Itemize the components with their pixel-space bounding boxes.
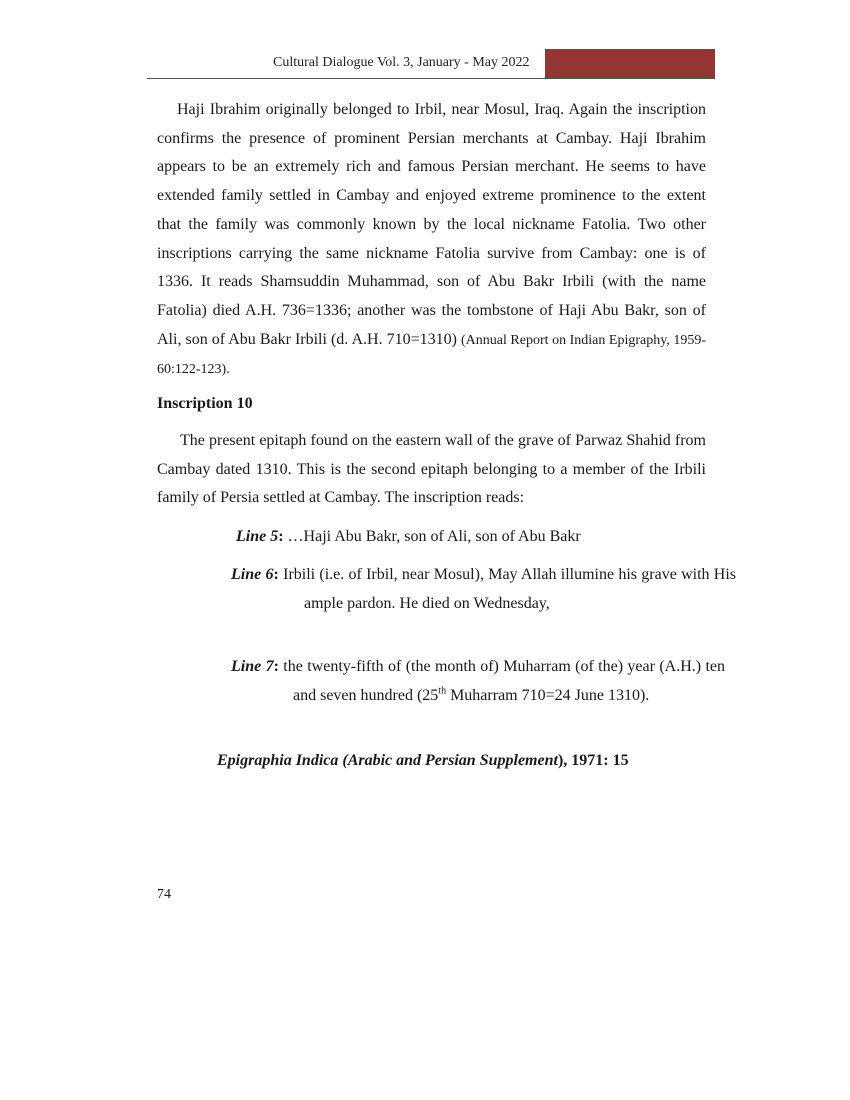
paragraph-haji-ibrahim (157, 96, 706, 385)
page-number: 74 (157, 887, 171, 902)
paragraph-citation: (Annual Report on Indian Epigraphy, 1959-60:122-123). (157, 332, 707, 378)
line-text: Irbili (i.e. of Irbil, near Mosul), May Allah illumine his grave with His ample pardon. He died on Wednesday, (283, 566, 737, 612)
inscription-line-6: Line 6: Irbili (i.e. of Irbil, near Mosul), May Allah illumine his grave with His ample pardon. He died on Wednesday, (231, 566, 737, 612)
section-heading: Inscription 10 (157, 395, 253, 412)
header-accent-bar (545, 49, 715, 79)
inscription-line-7: Line 7: the twenty-fifth of (the month of) Muharram (of the) year (A.H.) ten and seven hundred (25th Muharram 710=24 June 1310). (231, 658, 726, 704)
paragraph-text: Haji Ibrahim originally belonged to Irbil, near Mosul, Iraq. Again the inscription confirms the presence of prominent Persian merchants at Cambay. Haji Ibrahim appears to be an extremely rich and famous Persian merchant. He seems to have extended family settled in Cambay and enjoyed extreme prominence to the extent that the family was commonly known by the local nickname Fatolia. Two other inscriptions carrying the same nickname Fatolia survive from Cambay: one is of 1336. It reads Shamsuddin Muhammad, son of Abu Bakr Irbili (with the name Fatolia) died A.H. 736=1336; another was the tombstone of Haji Abu Bakr, son of Ali, son of Abu Bakr Irbili (d. A.H. 710=1310) (157, 101, 706, 348)
line-label: Line 6 (231, 566, 274, 583)
line-text-cont: Muharram 710=24 June 1310). (446, 686, 650, 704)
line-text: …Haji Abu Bakr, son of Ali, son of Abu Bakr (287, 528, 581, 545)
inscription-line-5: Line 5: …Haji Abu Bakr, son of Ali, son of Abu Bakr (236, 528, 581, 545)
line-label: Line 5 (236, 528, 279, 545)
line-label: Line 7 (231, 658, 274, 675)
source-citation (217, 752, 629, 770)
header-divider (147, 78, 715, 79)
citation-title: Epigraphia Indica (Arabic and Persian Supplement (217, 752, 558, 769)
running-header: Cultural Dialogue Vol. 3, January - May 2022 (273, 55, 530, 70)
line-text: the twenty-fifth of (the month of) Muharram (of the) year (A.H.) ten and seven hundred (25 (283, 658, 726, 704)
ordinal-superscript: th (438, 685, 447, 697)
citation-details: ), 1971: 15 (557, 752, 629, 769)
paragraph-inscription-intro: The present epitaph found on the eastern wall of the grave of Parwaz Shahid from Cambay dated 1310. This is the second epitaph belonging to a member of the Irbili family of Persia settled at Cambay. The inscription reads: (157, 432, 706, 507)
